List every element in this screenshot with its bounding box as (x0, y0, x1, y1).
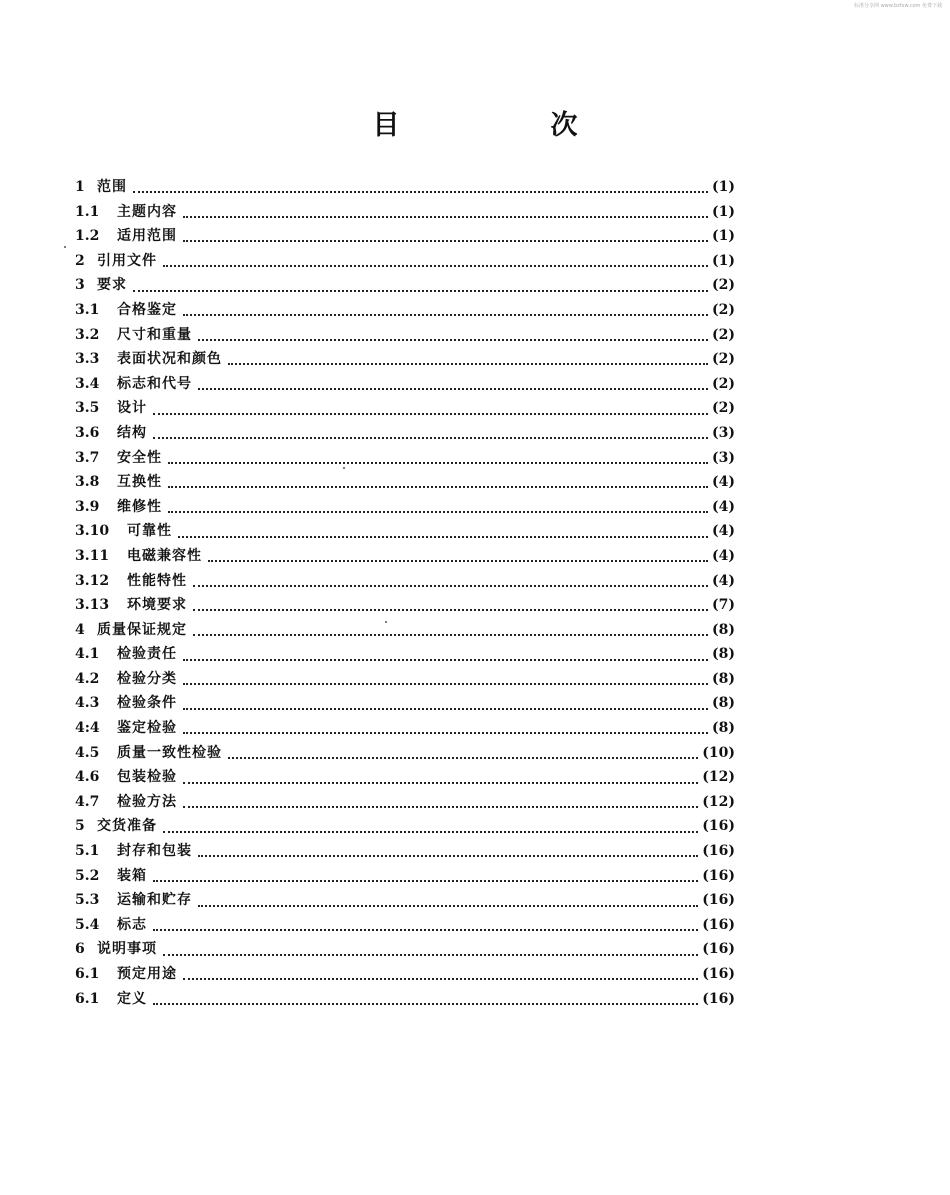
dot-leader (198, 339, 708, 341)
toc-entry-page: (1) (712, 252, 735, 269)
dot-leader (183, 732, 708, 734)
toc-entry-label: 表面状况和颜色 (117, 351, 222, 368)
toc-entry-label: 预定用途 (117, 966, 177, 982)
dot-leader (183, 683, 708, 685)
toc-entry (75, 569, 735, 594)
toc-entry-page: (16) (702, 867, 735, 884)
dot-leader (198, 905, 698, 907)
page-title: 目 次 (372, 110, 640, 141)
toc-entry (75, 544, 735, 569)
toc-entry-label: 性能特性 (127, 572, 187, 589)
toc-entry-page: (8) (712, 670, 735, 687)
dot-leader (208, 560, 708, 562)
toc-entry (75, 913, 735, 938)
dot-leader (153, 437, 708, 439)
toc-entry-page: (10) (702, 744, 735, 761)
toc-entry-label: 交货准备 (97, 818, 157, 835)
toc-entry-number: 1.1 (75, 203, 100, 220)
toc-entry-number: 3.10 (75, 523, 110, 540)
toc-entry (75, 716, 735, 741)
toc-entry-number: 5.3 (75, 892, 100, 909)
toc-entry-number: 3.2 (75, 326, 100, 343)
dot-leader (228, 757, 698, 759)
toc-entry-number: 6 (75, 941, 85, 958)
toc-entry-label: 安全性 (117, 449, 162, 466)
dot-leader (183, 978, 698, 980)
toc-entry-page: (7) (712, 597, 735, 614)
toc-entry-number: 3.11 (75, 547, 110, 564)
toc-entry-page: (16) (702, 916, 735, 933)
toc-entry-label: 合格鉴定 (117, 301, 177, 318)
scan-speck (385, 621, 387, 623)
toc-entry-number: 3.3 (75, 351, 100, 368)
toc-entry (75, 470, 735, 495)
toc-entry (75, 273, 735, 298)
dot-leader (183, 314, 708, 316)
toc-entry-label: 范围 (97, 179, 127, 195)
toc-entry-page: (16) (702, 818, 735, 835)
toc-entry-label: 可靠性 (127, 523, 172, 540)
toc-entry (75, 372, 735, 397)
dot-leader (183, 659, 708, 661)
toc-entry (75, 298, 735, 323)
toc-entry-page: (3) (712, 449, 735, 466)
toc-entry (75, 618, 735, 643)
toc-entry-label: 主题内容 (117, 203, 177, 220)
toc-entry-number: 5.2 (75, 867, 100, 884)
toc-entry-number: 3.5 (75, 400, 100, 417)
toc-entry-label: 环境要求 (127, 597, 187, 614)
dot-leader (153, 413, 708, 415)
scan-speck (343, 467, 345, 469)
toc-entry-page: (4) (712, 572, 735, 589)
toc-entry-number: 3.7 (75, 449, 100, 466)
toc-entry-number: 3.4 (75, 375, 100, 392)
toc-entry-page: (4) (712, 523, 735, 540)
dot-leader (168, 511, 708, 513)
toc-entry-label: 质量一致性检验 (117, 744, 222, 761)
dot-leader (183, 782, 698, 784)
toc-entry-number: 4.3 (75, 695, 100, 712)
toc-entry (75, 421, 735, 446)
toc-entry (75, 691, 735, 716)
toc-entry-number: 5.4 (75, 916, 100, 933)
toc-entry-number: 3.9 (75, 498, 100, 515)
toc-entry-page: (1) (712, 228, 735, 245)
toc-entry (75, 593, 735, 618)
toc-entry (75, 937, 735, 962)
toc-entry (75, 814, 735, 839)
toc-entry-label: 维修性 (117, 498, 162, 515)
toc-entry-number: 4 (75, 621, 85, 638)
toc-entry-number: 3.13 (75, 597, 110, 614)
toc-entry-page: (16) (702, 941, 735, 958)
toc-entry-label: 标志和代号 (117, 375, 192, 392)
dot-leader (183, 240, 708, 242)
toc-entry-page: (16) (702, 966, 735, 982)
dot-leader (163, 831, 698, 833)
toc-entry-number: 3.1 (75, 301, 100, 318)
toc-entry-label: 运输和贮存 (117, 892, 192, 909)
toc-entry-label: 结构 (117, 424, 147, 441)
dot-leader (163, 265, 708, 267)
toc-entry (75, 839, 735, 864)
toc-entry-page: (12) (702, 793, 735, 810)
toc-entry-page: (4) (712, 547, 735, 564)
toc-entry (75, 249, 735, 274)
dot-leader (183, 806, 698, 808)
toc-entry-label: 鉴定检验 (117, 720, 177, 737)
dot-leader (193, 634, 708, 636)
toc-entry-label: 装箱 (117, 867, 147, 884)
toc-entry-number: 4.6 (75, 769, 100, 786)
dot-leader (198, 388, 708, 390)
toc-entry-number: 3 (75, 277, 85, 294)
toc-entry (75, 741, 735, 766)
toc-entry (75, 642, 735, 667)
toc-entry-label: 检验分类 (117, 670, 177, 687)
dot-leader (153, 880, 698, 882)
toc-entry-page: (2) (712, 351, 735, 368)
toc-entry-page: (4) (712, 474, 735, 491)
toc-entry-label: 引用文件 (97, 252, 157, 269)
toc-entry-page: (2) (712, 301, 735, 318)
header-watermark: 标准分享网 www.bzfxw.com 免费下载 (854, 3, 942, 9)
toc-entry-label: 设计 (117, 400, 147, 417)
toc-entry (75, 446, 735, 471)
dot-leader (193, 609, 708, 611)
toc-entry-label: 电磁兼容性 (127, 547, 202, 564)
toc-entry-label: 封存和包装 (117, 843, 192, 860)
toc-entry (75, 323, 735, 348)
dot-leader (153, 1003, 698, 1005)
toc-entry-label: 包装检验 (117, 769, 177, 786)
toc-entry-label: 检验条件 (117, 695, 177, 712)
toc-entry-label: 标志 (117, 916, 147, 933)
toc-entry (75, 987, 735, 1012)
toc-entry (75, 667, 735, 692)
dot-leader (198, 855, 698, 857)
toc-entry-page: (2) (712, 400, 735, 417)
dot-leader (133, 191, 708, 193)
toc-entry-number: 4:4 (75, 720, 100, 737)
toc-entry-label: 检验责任 (117, 646, 177, 663)
toc-entry (75, 224, 735, 249)
dot-leader (153, 929, 698, 931)
toc-entry-page: (1) (712, 203, 735, 220)
toc-entry-number: 1 (75, 179, 85, 195)
toc-entry-number: 6.1 (75, 966, 100, 982)
scan-speck (64, 246, 66, 248)
toc-entry-label: 质量保证规定 (97, 621, 187, 638)
dot-leader (193, 585, 708, 587)
toc-entry-page: (8) (712, 695, 735, 712)
toc-entry-label: 互换性 (117, 474, 162, 491)
dot-leader (228, 363, 708, 365)
toc-entry-number: 4.2 (75, 670, 100, 687)
toc-entry (75, 888, 735, 913)
dot-leader (178, 536, 708, 538)
toc-entry-page: (16) (702, 990, 735, 1007)
toc-entry-page: (12) (702, 769, 735, 786)
toc-entry-page: (1) (712, 179, 735, 195)
toc-entry-number: 3.6 (75, 424, 100, 441)
toc-entry-page: (8) (712, 646, 735, 663)
toc-entry-number: 4.5 (75, 744, 100, 761)
toc-entry-page: (16) (702, 892, 735, 909)
toc-entry-label: 要求 (97, 277, 127, 294)
toc-entry-page: (16) (702, 843, 735, 860)
dot-leader (183, 216, 708, 218)
toc-entry-page: (8) (712, 621, 735, 638)
dot-leader (163, 954, 698, 956)
toc-entry (75, 962, 735, 987)
table-of-contents (75, 175, 735, 1011)
dot-leader (168, 486, 708, 488)
toc-entry-label: 检验方法 (117, 793, 177, 810)
dot-leader (133, 290, 708, 292)
toc-entry-number: 5 (75, 818, 85, 835)
toc-entry (75, 175, 735, 200)
toc-entry-number: 2 (75, 252, 85, 269)
toc-entry-number: 6.1 (75, 990, 100, 1007)
toc-entry (75, 396, 735, 421)
toc-entry-page: (4) (712, 498, 735, 515)
toc-entry (75, 200, 735, 225)
toc-entry-label: 定义 (117, 990, 147, 1007)
toc-entry-number: 3.8 (75, 474, 100, 491)
toc-entry (75, 519, 735, 544)
toc-entry-page: (2) (712, 375, 735, 392)
toc-entry (75, 765, 735, 790)
toc-entry-label: 说明事项 (97, 941, 157, 958)
toc-entry-label: 适用范围 (117, 228, 177, 245)
toc-entry (75, 790, 735, 815)
dot-leader (168, 462, 708, 464)
toc-entry-number: 4.1 (75, 646, 100, 663)
toc-entry (75, 495, 735, 520)
toc-entry-page: (3) (712, 424, 735, 441)
toc-entry (75, 864, 735, 889)
toc-entry-page: (2) (712, 277, 735, 294)
toc-entry-label: 尺寸和重量 (117, 326, 192, 343)
toc-entry-number: 5.1 (75, 843, 100, 860)
toc-entry (75, 347, 735, 372)
toc-entry-number: 4.7 (75, 793, 100, 810)
dot-leader (183, 708, 708, 710)
toc-entry-page: (8) (712, 720, 735, 737)
toc-entry-number: 1.2 (75, 228, 100, 245)
toc-entry-page: (2) (712, 326, 735, 343)
toc-entry-number: 3.12 (75, 572, 110, 589)
